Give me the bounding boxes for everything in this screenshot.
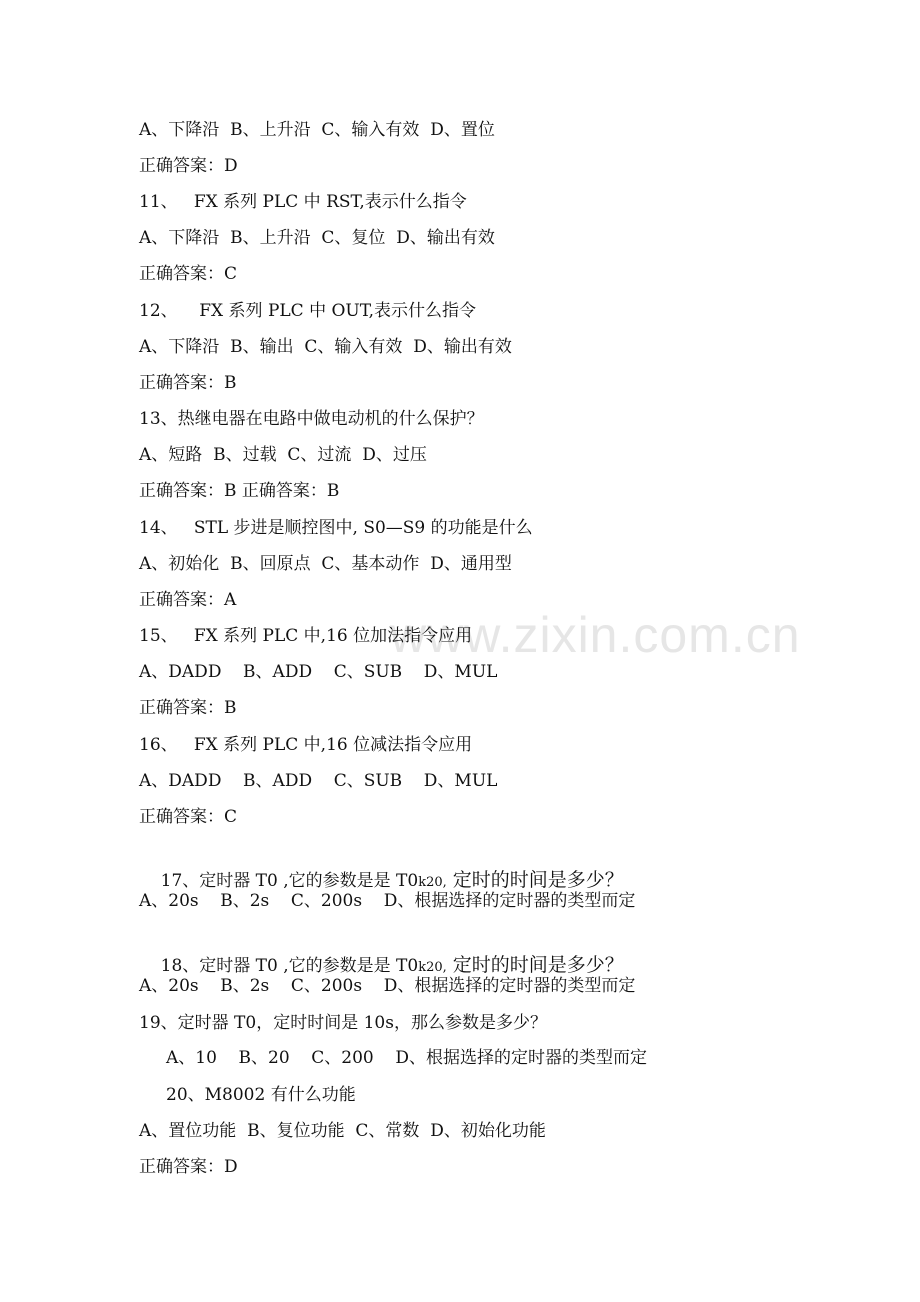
options-line-q14: A、初始化 B、回原点 C、基本动作 D、通用型 bbox=[139, 554, 512, 574]
answer-line-q14: 正确答案：A bbox=[139, 590, 237, 610]
question-18-text: 18、定时器 T0 ,它的参数是是 T0 bbox=[160, 956, 419, 976]
answer-line-q13: 正确答案：B 正确答案：B bbox=[139, 481, 340, 501]
question-17-tail: 定时的时间是多少？ bbox=[446, 869, 624, 891]
options-line-q19: A、10 B、20 C、200 D、根据选择的定时器的类型而定 bbox=[166, 1048, 647, 1068]
answer-line-q16: 正确答案：C bbox=[139, 807, 238, 827]
question-19: 19、定时器 T0，定时时间是 10s，那么参数是多少？ bbox=[139, 1013, 547, 1033]
options-line-q18: A、20s B、2s C、200s D、根据选择的定时器的类型而定 bbox=[139, 976, 636, 996]
watermark: www.zixin.com.cn bbox=[390, 607, 801, 663]
question-14: 14、 STL 步进是顺控图中, S0—S9 的功能是什么 bbox=[139, 518, 533, 538]
options-line-q10: A、下降沿 B、上升沿 C、输入有效 D、置位 bbox=[139, 120, 495, 140]
answer-line-q11: 正确答案：C bbox=[139, 264, 238, 284]
answer-line-q10: 正确答案：D bbox=[139, 156, 238, 176]
options-line-q12: A、下降沿 B、输出 C、输入有效 D、输出有效 bbox=[139, 337, 512, 357]
options-line-q17: A、20s B、2s C、200s D、根据选择的定时器的类型而定 bbox=[139, 891, 636, 911]
question-17-comma: , bbox=[442, 875, 447, 890]
question-18-tail: 定时的时间是多少？ bbox=[446, 954, 624, 976]
question-17-text: 17、定时器 T0 ,它的参数是是 T0 bbox=[160, 871, 419, 891]
answer-line-q20: 正确答案：D bbox=[139, 1157, 238, 1177]
options-line-q20: A、置位功能 B、复位功能 C、常数 D、初始化功能 bbox=[139, 1121, 546, 1141]
question-11: 11、 FX 系列 PLC 中 RST,表示什么指令 bbox=[139, 192, 467, 212]
options-line-q16: A、DADD B、ADD C、SUB D、MUL bbox=[139, 771, 498, 791]
question-16: 16、 FX 系列 PLC 中,16 位减法指令应用 bbox=[139, 735, 473, 755]
options-line-q11: A、下降沿 B、上升沿 C、复位 D、输出有效 bbox=[139, 228, 495, 248]
question-18-param: k20 bbox=[418, 960, 443, 975]
question-15: 15、 FX 系列 PLC 中,16 位加法指令应用 bbox=[139, 626, 473, 646]
answer-line-q12: 正确答案：B bbox=[139, 373, 237, 393]
question-20: 20、M8002 有什么功能 bbox=[166, 1085, 356, 1105]
question-18-comma: , bbox=[442, 960, 447, 975]
question-13: 13、热继电器在电路中做电动机的什么保护？ bbox=[139, 409, 484, 429]
answer-line-q15: 正确答案：B bbox=[139, 698, 237, 718]
options-line-q15: A、DADD B、ADD C、SUB D、MUL bbox=[139, 662, 498, 682]
question-17-param: k20 bbox=[418, 875, 443, 890]
options-line-q13: A、短路 B、过载 C、过流 D、过压 bbox=[139, 445, 427, 465]
question-12: 12、 FX 系列 PLC 中 OUT,表示什么指令 bbox=[139, 301, 477, 321]
